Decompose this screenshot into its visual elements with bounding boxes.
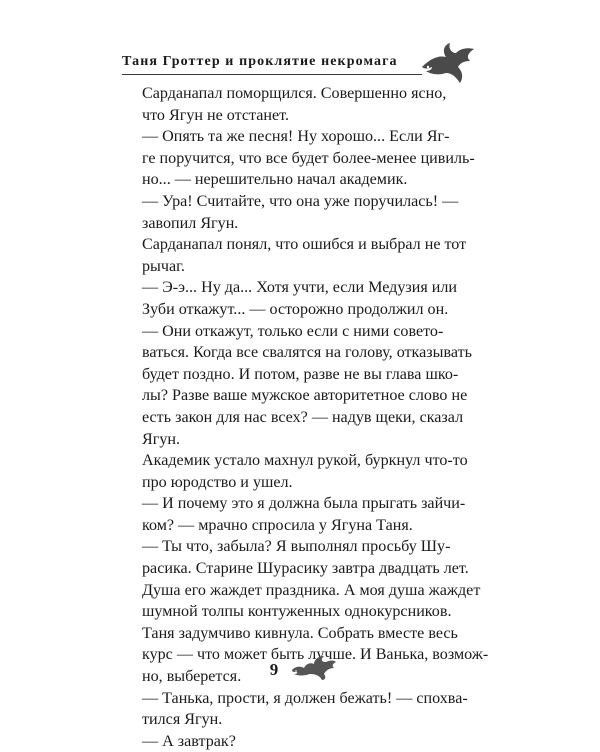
- paragraph: — А завтрак?: [142, 732, 236, 750]
- paragraph: — Ура! Считайте, что она уже поручилась! — завопил Ягун.: [142, 192, 459, 232]
- paragraph: — Ты что, забыла? Я выполнял просьбу Шу- расика. Старине Шурасику завтра двадцать лет. Душа его жаждет праздника. А моя душа жаждет шумной толпы контуженных однокурсников.: [142, 538, 481, 621]
- paragraph: Таня задумчиво кивнула. Собрать вместе весь курс — что может быть лучше. И Ванька, возмож- но, выберется.: [142, 624, 489, 686]
- paragraph: Сарданапал понял, что ошибся и выбрал не тот рычаг.: [142, 236, 467, 275]
- page-number: 9: [269, 660, 279, 679]
- header-rule: [122, 74, 422, 75]
- paragraph: Сарданапал поморщился. Совершенно ясно, что Ягун не отстанет.: [142, 85, 447, 124]
- running-header: Таня Гроттер и проклятие некромага: [122, 54, 398, 69]
- dragon-icon: [290, 652, 338, 682]
- paragraph: — Танька, прости, я должен бежать! — спохва- тился Ягун.: [142, 689, 468, 729]
- paragraph: — Они откажут, только если с ними совето- ваться. Когда все свалятся на голову, отказывать будет поздно. И потом, разве не вы глава шко- лы? Разве ваше мужское авторитетное слово не есть закон для нас всех? — надув щеки, сказал Ягун.: [142, 322, 472, 448]
- paragraph: — Э-э... Ну да... Хотя учти, если Медузия или Зуби откажут... — осторожно продолжил он.: [142, 279, 458, 318]
- page-footer: [0, 652, 600, 682]
- dragon-icon: [420, 41, 476, 85]
- paragraph: — Опять та же песня! Ну хорошо... Если Яг- ге поручится, что все будет более-менее цивиль- но... — нерешительно начал академик.: [142, 128, 475, 189]
- paragraph: — И почему это я должна была прыгать зайчи- ком? — мрачно спросила у Ягуна Таня.: [142, 495, 466, 534]
- paragraph: Академик устало махнул рукой, буркнул что-то про юродство и ушел.: [142, 452, 468, 491]
